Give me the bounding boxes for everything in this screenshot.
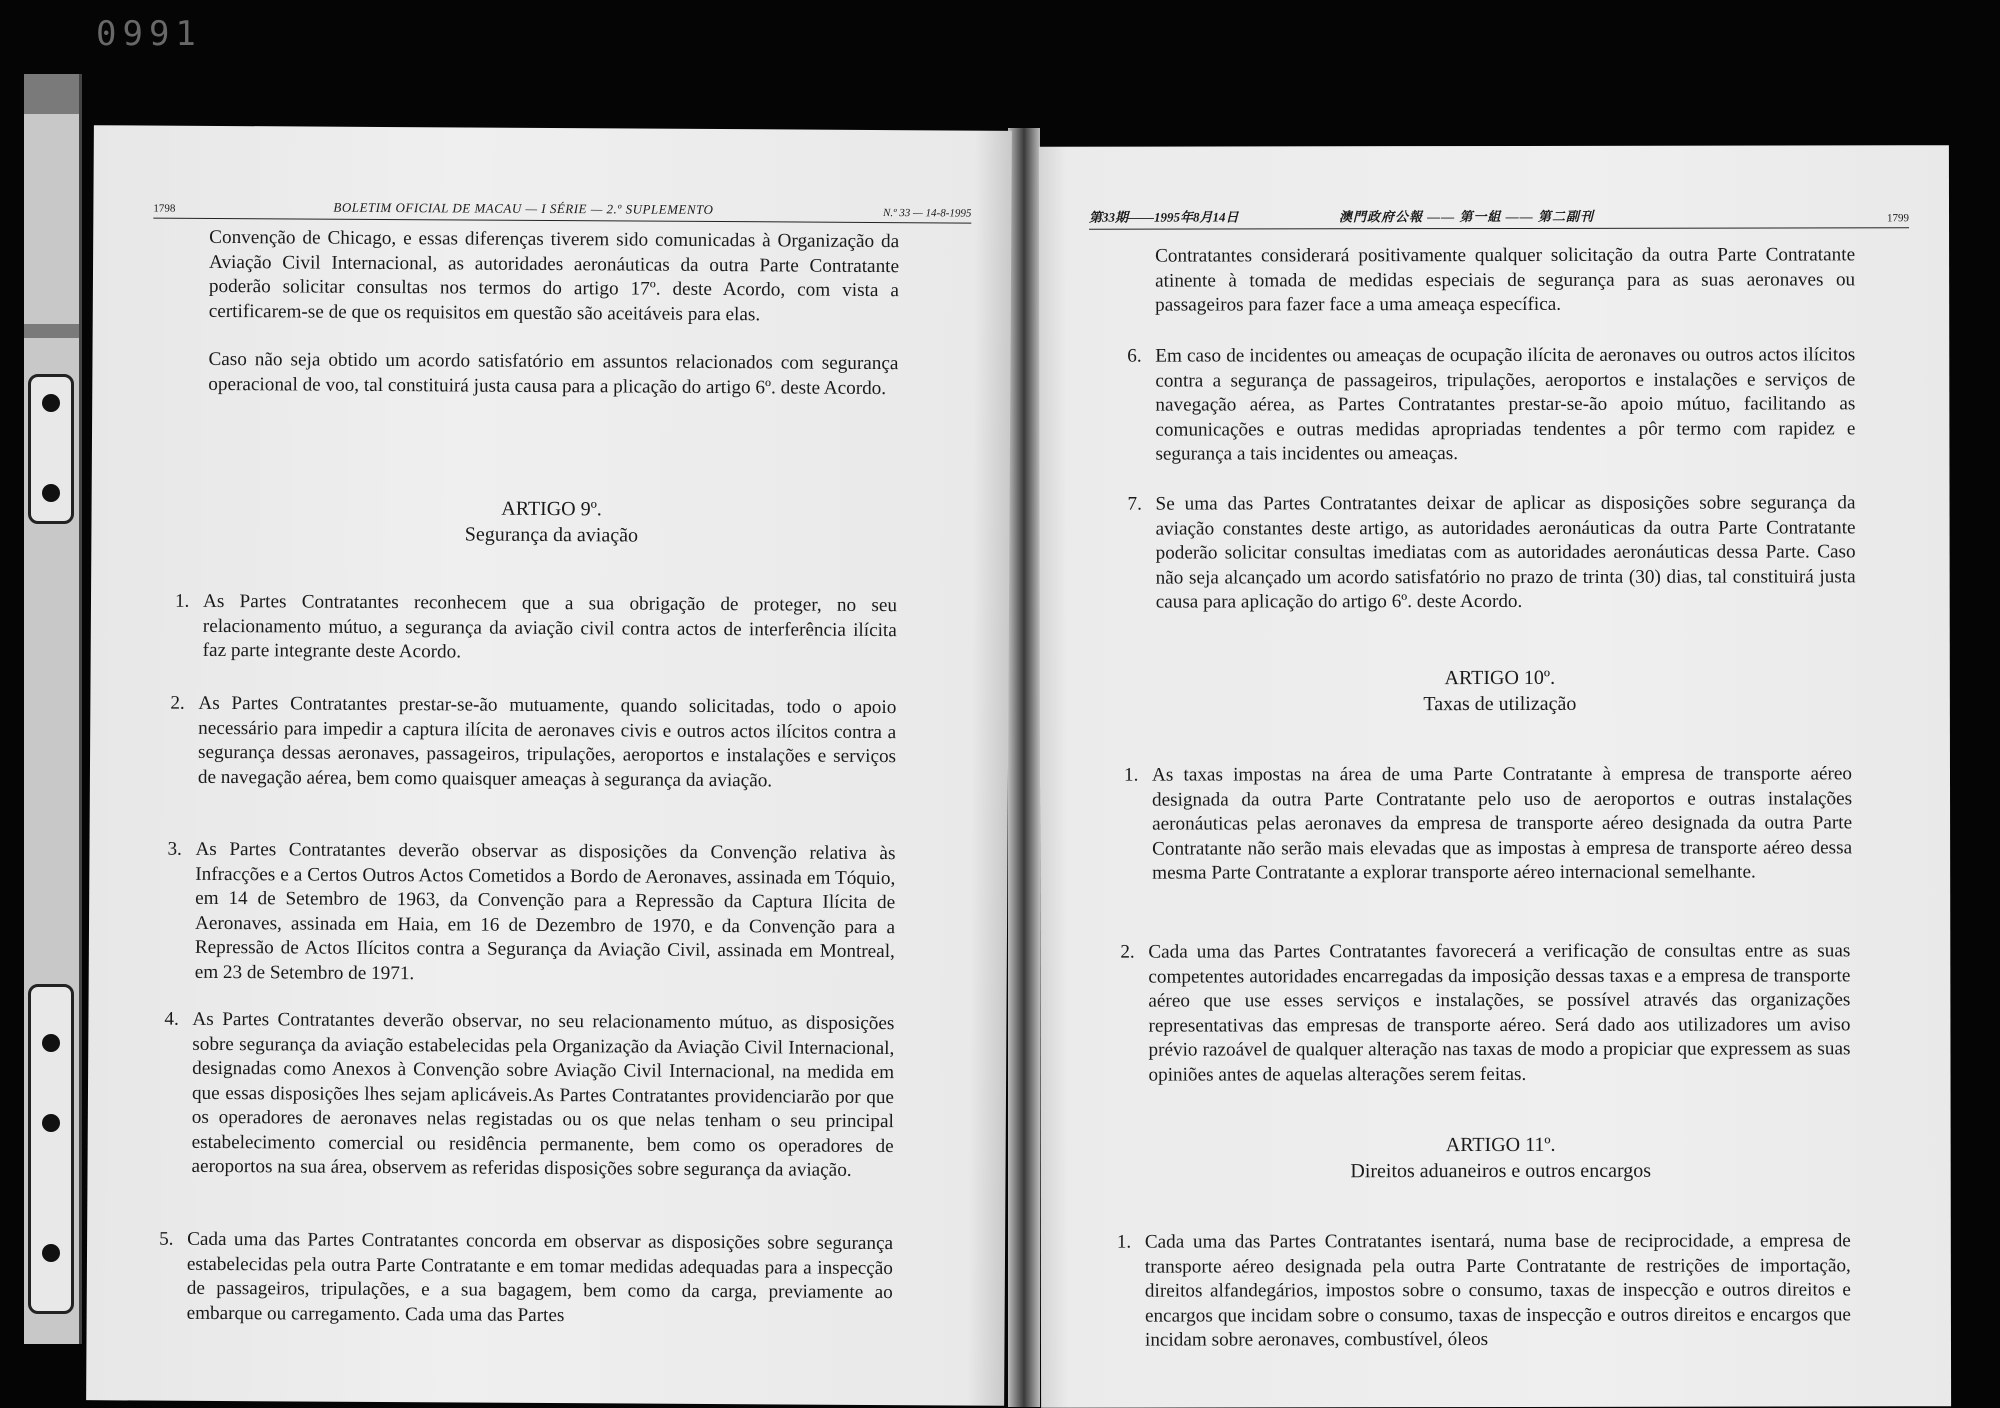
- para-text: Cada uma das Partes Contratantes concorda em observar as disposições sobre segurança estabelecidas pela outra Parte Contratante e em tomar medidas adequadas para a inspecção de passageiros, tripulações, e a sua bagagem, bem como da carga, previamente ao embarque ou carregamento. Cada uma das Partes: [186, 1228, 894, 1326]
- para-text: Cada uma das Partes Contratantes favorecerá a verificação de consultas entre as suas competentes autoridades encarregadas da imposição dessas taxas e a empresa de transporte aéreo que use esses serviços e instalações, se possível através das organizações representativas das empresas de transporte aéreo. Será dado aos utilizadores um aviso prévio razoável de qualquer alteração nas taxas de modo a propiciar que expressem as suas opiniões antes de aquelas alterações serem feitas.: [1148, 940, 1851, 1086]
- left-intro-paragraph-2: Caso não seja obtido um acordo satisfatório em assuntos relacionados com segurança operacional de voo, tal constituirá justa causa para a plicação do artigo 6º. deste Acordo.: [208, 348, 899, 399]
- left-page: [86, 125, 1012, 1406]
- para-text: As Partes Contratantes deverão observar, no seu relacionamento mútuo, as disposições sobre segurança da aviação estabelecidas pela Organização da Aviação Civil Internacional, designadas como Anexos à Convenção sobre Aviação Civil Internacional, na medida em que essas disposições lhes sejam aplicáveis.As Partes Contratantes providenciarão por que os operadores de aeronaves nelas registadas ou os que nelas tenham o seu principal estabelecimento comercial ou residência permanente, bem como os operadores de aeroportos na sua área, observem as referidas disposições sobre segurança da aviação.: [191, 1008, 895, 1181]
- article-9-para-3: [167, 838, 896, 989]
- para-number: 7.: [1127, 493, 1142, 515]
- para-text: Em caso de incidentes ou ameaças de ocupação ilícita de aeronaves ou outros actos ilícitos contra a segurança de passageiros, tripulações, aeroportos e instalações e serviços de navegação aérea, as Partes Contratantes prestar-se-ão apoio mútuo, facilitando as comunicações e outras medidas apropriadas tendentes a pôr termo com rapidez e segurança a tais incidentes ou ameaças.: [1155, 344, 1856, 465]
- para-text: Cada uma das Partes Contratantes isentará, numa base de reciprocidade, a empresa de transporte aéreo designada pela outra Parte Contratante de restrições de importação, direitos alfandegários, impostos sobre o consumo, taxas de inspecção e outros direitos e encargos que incidam sobre o consumo, taxas de inspecção e outros direitos e encargos que incidam sobre aeronaves, combustível, óleos: [1144, 1230, 1851, 1351]
- left-page-header: [153, 196, 971, 224]
- right-page: [1039, 145, 1951, 1408]
- article-9-subtitle: Segurança da aviação: [464, 523, 639, 547]
- article-9-para-7: [1127, 491, 1856, 615]
- para-text: As taxas impostas na área de uma Parte Contratante à empresa de transporte aéreo designada da outra Parte Contratante pelo uso de aeroportos e outras instalações aeronáuticas pelas aeronaves da empresa de transporte aéreo designada da outra Parte Contratante não serão mais elevadas que as impostas à empresa de transporte aéreo dessa mesma Parte Contratante a explorar transporte aéreo internacional semelhante.: [1151, 763, 1853, 884]
- para-number: 1.: [1116, 1231, 1132, 1253]
- para-number: 2.: [1120, 941, 1135, 963]
- para-number: 5.: [159, 1228, 174, 1250]
- article-9-heading: ARTIGO 9º.: [501, 497, 602, 521]
- right-page-header: [1089, 205, 1909, 229]
- right-intro-paragraph: Contratantes considerará positivamente qualquer solicitação da outra Parte Contratante atinente à tomada de medidas especiais de segurança para as suas aeronaves ou passageiros para fazer face a uma ameaça específica.: [1155, 244, 1856, 316]
- para-number: 2.: [170, 692, 185, 714]
- right-issue-date: 第33期——1995年8月14日: [1089, 209, 1239, 225]
- article-10-subtitle: Taxas de utilização: [1423, 692, 1577, 716]
- para-number: 1.: [1123, 764, 1139, 786]
- para-number: 3.: [167, 838, 182, 860]
- para-number: 6.: [1127, 345, 1142, 367]
- article-11-para-1: [1116, 1229, 1851, 1353]
- left-intro-paragraph-1: Convenção de Chicago, e essas diferenças tiverem sido comunicadas à Organização da Aviação Civil Internacional, as autoridades aeronáuticas da outra Parte Contratante poderão solicitar consultas nos termos do artigo 17º. deste Acordo, com vista a certificarem-se de que os requisitos em questão são aceitáveis para elas.: [208, 226, 900, 325]
- article-9-para-4: [164, 1008, 895, 1184]
- left-issue-date: N.º 33 — 14-8-1995: [882, 207, 972, 220]
- para-number: 1.: [174, 590, 190, 612]
- article-9-para-2: [170, 692, 897, 794]
- article-10-para-2: [1120, 939, 1851, 1087]
- film-frame-mark: 0991: [96, 14, 202, 54]
- article-9-para-1: [174, 590, 898, 668]
- article-10-para-1: [1123, 762, 1853, 886]
- book-gutter: [1008, 128, 1040, 1407]
- article-11-subtitle: Direitos aduaneiros e outros encargos: [1350, 1159, 1652, 1183]
- para-text: As Partes Contratantes prestar-se-ão mutuamente, quando solicitadas, todo o apoio necessário para impedir a captura ilícita de aeronaves civis e outros actos ilícitos contra a segurança dessas aeronaves, passageiros, tripulações, aeroportos e instalações e serviços de navegação aérea, bem como quaisquer ameaças à segurança da aviação.: [197, 692, 897, 791]
- article-10-heading: ARTIGO 10º.: [1444, 666, 1556, 690]
- article-9-para-6: [1127, 343, 1856, 467]
- left-running-title: BOLETIM OFICIAL DE MACAU — I SÉRIE — 2.º SUPLEMENTO: [333, 199, 714, 217]
- article-9-para-5: [159, 1228, 894, 1330]
- para-text: As Partes Contratantes deverão observar as disposições da Convenção relativa às Infracções e a Certos Outros Actos Cometidos a Bordo de Aeronaves, assinada em Tóquio, em 14 de Setembro de 1963, da Convenção para a Repressão da Captura Ilícita de Aeronaves, assinada em Haia, em 16 de Dezembro de 1970, e da Convenção para a Repressão de Actos Ilícitos contra a Segurança da Aviação Civil, assinada em Montreal, em 23 de Setembro de 1971.: [194, 838, 896, 984]
- para-number: 4.: [164, 1008, 179, 1030]
- right-running-title: 澳門政府公報 —— 第一組 —— 第二副刊: [1339, 208, 1595, 225]
- para-text: As Partes Contratantes reconhecem que a sua obrigação de proteger, no seu relacionamento mútuo, a segurança da aviação civil contra actos de interferência ilícita faz parte integrante deste Acordo.: [202, 590, 898, 663]
- film-edge-strip: [24, 74, 82, 1344]
- para-text: Se uma das Partes Contratantes deixar de aplicar as disposições sobre segurança da aviação constantes deste artigo, as autoridades aeronáuticas da outra Parte Contratante poderão solicitar consultas imediatas com as autoridades aeronáuticas dessa Parte. Caso não seja alcançado um acordo satisfatório no prazo de trinta (30) dias, tal constituirá justa causa para aplicação do artigo 6º. deste Acordo.: [1155, 492, 1856, 613]
- right-page-number: 1799: [1887, 212, 1910, 225]
- left-page-number: 1798: [153, 202, 176, 215]
- article-11-heading: ARTIGO 11º.: [1445, 1133, 1556, 1157]
